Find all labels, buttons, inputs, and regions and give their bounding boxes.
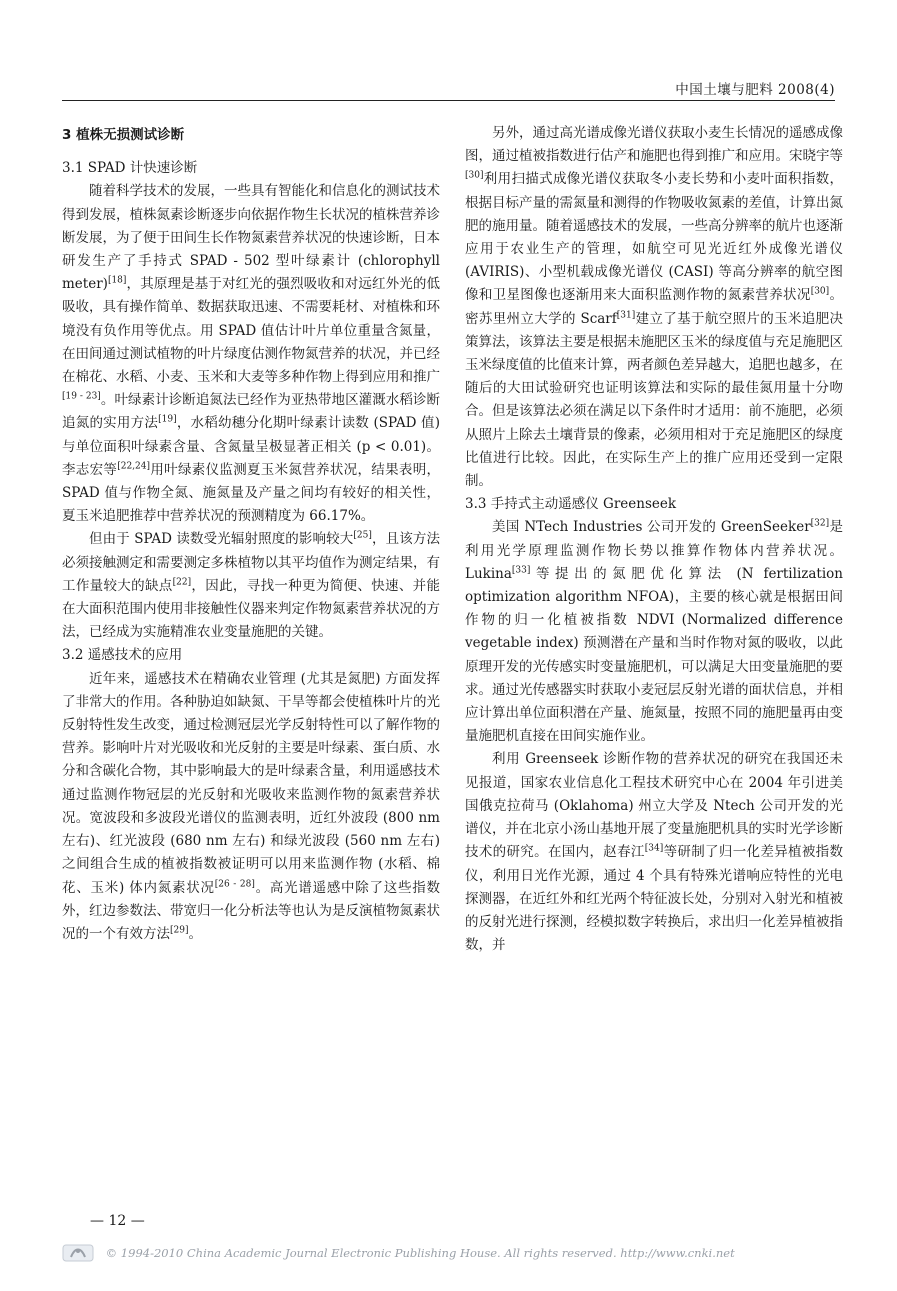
citation: [22,24] xyxy=(117,461,151,472)
journal-title: 中国土壤与肥料 2008(4) xyxy=(675,82,835,98)
paragraph: 另外，通过高光谱成像光谱仪获取小麦生长情况的遥感成像图，通过植被指数进行估产和施肥也得到推广和应用。宋晓宇等[30]利用扫描式成像光谱仪获取冬小麦长势和小麦叶面积指数，根据目标产量的需氮量和测得的作物吸收氮素的差值，计算出氮肥的施用量。随着遥感技术的发展，一些高分辨率的航片也逐渐应用于农业生产的管理，如航空可见光近红外成像光谱仪 (AVIRIS)、小型机载成像光谱仪 (CASI) 等高分辨率的航空图像和卫星图像也逐渐用来大面积监测作物的氮素营养状况[30]。密苏里州立大学的 Scarf[31]建立了基于航空照片的玉米追肥决策算法，该算法主要是根据未施肥区玉米的绿度值与充足施肥区玉米绿度值的比值来计算，两者颜色差异越大，追肥也越多，在随后的大田试验研究也证明该算法和实际的最佳氮用量十分吻合。但是该算法必须在满足以下条件时才适用：前不施肥，必须从照片上除去土壤背景的像素，必须用相对于充足施肥区的绿度比值进行比较。因此，在实际生产上的推广应用还受到一定限制。 xyxy=(465,125,844,490)
copyright-text: © 1994-2010 China Academic Journal Electronic Publishing House. All rights reserved. http://www.cnki.net xyxy=(105,1246,735,1260)
section-3-1-heading: 3.1 SPAD 计快速诊断 xyxy=(62,160,198,177)
paragraph: 利用 Greenseek 诊断作物的营养状况的研究在我国还未见报道，国家农业信息化工程技术研究中心在 2004 年引进美国俄克拉荷马 (Oklahoma) 州立大学及 Ntech 公司开发的光谱仪，并在北京小汤山基地开展了变量施肥机具的实时光学诊断技术的研究。在国内，赵春江[34]等研制了归一化差异植被指数仪，利用日光作光源，通过 4 个具有特殊光谱响应特性的光电探测器，在近红外和红光两个特征波长处，分别对入射光和植被的反射光进行探测，经模拟数字转换后，求出归一化差异植被指数，并 xyxy=(465,751,844,954)
left-column xyxy=(62,116,440,946)
citation: [19 - 23] xyxy=(62,391,101,402)
section-3-2-heading: 3.2 遥感技术的应用 xyxy=(62,647,183,664)
citation: [30] xyxy=(465,170,484,181)
page-header xyxy=(62,74,835,101)
footer xyxy=(62,1244,835,1266)
page-number: — 12 — xyxy=(90,1213,145,1229)
section-3-3-heading: 3.3 手持式主动遥感仪 Greenseek xyxy=(465,496,677,513)
citation: [33] xyxy=(511,565,531,576)
paragraph: 近年来，遥感技术在精确农业管理 (尤其是氮肥) 方面发挥了非常大的作用。各种胁迫如缺氮、干旱等都会使植株叶片的光反射特性发生改变，通过检测冠层光学反射特性可以了解作物的营养。影响叶片对光吸收和光反射的主要是叶绿素、蛋白质、水分和含碳化合物，其中影响最大的是叶绿素含量，利用遥感技术通过监测作物冠层的光反射和光吸收来监测作物的氮素营养状况。宽波段和多波段光谱仪的监测表明，近红外波段 (800 nm 左右)、红光波段 (680 nm 左右) 和绿光波段 (560 nm 左右) 之间组合生成的植被指数被证明可以用来监测作物 (水稻、棉花、玉米) 体内氮素状况[26 - 28]。高光谱遥感中除了这些指数外，红边参数法、带宽归一化分析法等也认为是反演植物氮素状况的一个有效方法[29]。 xyxy=(62,670,440,942)
citation: [34] xyxy=(644,843,664,854)
citation: [30] xyxy=(810,286,830,297)
citation: [19] xyxy=(158,414,177,425)
citation: [26 - 28] xyxy=(214,879,255,889)
citation: [25] xyxy=(353,530,372,541)
cnki-logo-icon xyxy=(62,1244,94,1262)
right-column xyxy=(465,122,843,957)
section-3-heading: 3 植株无损测试诊断 xyxy=(62,127,185,143)
citation: [29] xyxy=(170,925,189,936)
paragraph: 随着科学技术的发展，一些具有智能化和信息化的测试技术得到发展，植株氮素诊断逐步向依据作物生长状况的植株营养诊断发展，为了便于田间生长作物氮素营养状况的快速诊断，日本研发生产了手持式 SPAD - 502 型叶绿素计 (chlorophyll meter)[18]，其原理是基于对红光的强烈吸收和对远红外光的低吸收，具有操作简单、数据获取迅速、不需要耗材、对植株和环境没有负作用等优点。用 SPAD 值估计叶片单位重量含氮量，在田间通过测试植物的叶片绿度估测作物氮营养的状况，并已经在棉花、水稻、小麦、玉米和大麦等多种作物上得到应用和推广[19 - 23]。叶绿素计诊断追氮法已经作为亚热带地区灌溉水稻诊断追氮的实用方法[19]，水稻幼穗分化期叶绿素计读数 (SPAD 值) 与单位面积叶绿素含量、含氮量呈极显著正相关 (p < 0.01)。李志宏等[22,24]用叶绿素仪监测夏玉米氮营养状况，结果表明，SPAD 值与作物全氮、施氮量及产量之间均有较好的相关性，夏玉米追肥推荐中营养状况的预测精度为 66.17%。 xyxy=(62,183,441,525)
paragraph: 但由于 SPAD 读数受光辐射照度的影响较大[25]，且该方法必须接触测定和需要测定多株植物以其平均值作为测定结果，有工作量较大的缺点[22]，因此，寻找一种更为简便、快速、并能在大面积范围内使用非接触性仪器来判定作物氮素营养状况的方法，已经成为实施精准农业变量施肥的关键。 xyxy=(62,530,441,641)
citation: [32] xyxy=(810,518,830,529)
citation: [31] xyxy=(616,310,636,321)
paragraph: 美国 NTech Industries 公司开发的 GreenSeeker[32]是利用光学原理监测作物长势以推算作物体内营养状况。Lukina[33]等提出的氮肥优化算法 (N fertilization optimization algorithm NFOA)，主要的核心就是根据田间作物的归一化植被指数 NDVI (Normalized difference vegetable index) 预测潜在产量和当时作物对氮的吸收，以此原理开发的光传感实时变量施肥机，可以满足大田变量施肥的要求。通过光传感器实时获取小麦冠层反射光谱的面状信息，并相应计算出单位面积潜在产量、施氮量，按照不同的施肥量再由变量施肥机直接在田间实施作业。 xyxy=(465,518,843,745)
citation: [18] xyxy=(107,275,127,286)
citation: [22] xyxy=(172,577,192,588)
